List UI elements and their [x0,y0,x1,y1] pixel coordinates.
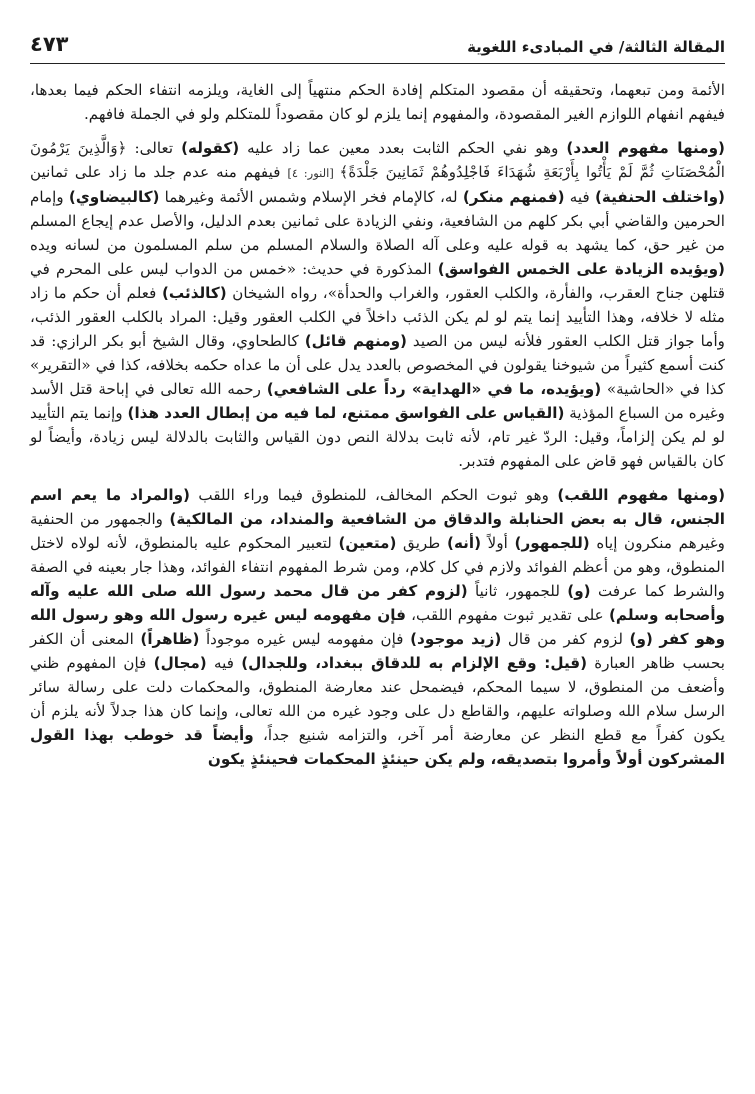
text-run: كالطحاوي، وقال الشيخ أبو بكر الرازي: قد كنت أسمع كثيراً من شيوخنا يقولون في المخصوص بالعدد يدل على أن ما عداه حكمه بخلافه، كذا في «التقرير» كذا في «الحاشية» [30,332,725,398]
bold-phrase: فإن مفهومه ليس غيره رسول الله وهو رسول الله وهو كفر [30,606,726,648]
text-run: له، كالإمام فخر الإسلام وشمس الأئمة وغيرهما [159,188,463,206]
bold-phrase: (ويؤيده، ما في «الهداية» رداً على الشافعي) [266,380,602,398]
bold-phrase: (فمنهم منكر) [462,188,565,206]
text-run: وإمام الحرمين والقاضي أبي بكر كلهم من الشافعية، ونفي الزيادة على ثمانين بعدم الدليل، والأصل عدم إيجاع المسلم من غير حق، كما يشهد به قوله عليه وعلى آله الصلاة والسلام المسلم من سلم المسلمون من لسانه ويده [30,188,725,254]
bold-phrase: (ومنهم قائل) [304,332,407,350]
text-run: للجمهور، ثانياً [467,582,568,600]
bold-phrase: (و) [629,630,653,648]
bold-phrase: (ويؤيده الزيادة على الخمس الفواسق) [437,260,725,278]
bold-phrase: (قيل: وقع الإلزام به للدقاق ببغداد، وللجدال) [241,654,588,672]
bold-phrase: (كقوله) [181,139,240,157]
bold-phrase: (أنه) [447,534,482,552]
text-run: والجمهور من الحنفية وغيرهم منكرون إياه [30,510,725,552]
bold-phrase: (القياس على الفواسق ممتنع، لما فيه من إبطال العدد هذا) [127,404,565,422]
quran-verse: ﴿وَالَّذِينَ يَرْمُونَ الْمُحْصَنَاتِ ثُمَّ لَمْ يَأْتُوا بِأَرْبَعَةِ شُهَدَاءَ فَاجْلِدُوهُمْ ثَمَانِينَ جَلْدَةً﴾ [30,139,725,181]
bold-phrase: (ظاهراً) [140,630,200,648]
text-run: الأئمة ومن تبعهما، وتحقيقه أن مقصود المتكلم إفادة الحكم منتهياً إلى الغاية، ويلزمه انتفاء الحكم فيما بعدها، فيفهم انفهام اللوازم الغير المقصودة، والمفهوم إنما يلزم لو كان مقصوداً للمتكلم ولو في الجملة فافهم. [30,81,725,123]
text-run: لزوم كفر من قال [501,630,630,648]
text-run: وهو نفي الحكم الثابت بعدد معين عما زاد عليه [239,139,567,157]
text-run: طريق [396,534,448,552]
bold-phrase: (متعين) [338,534,397,552]
paragraph [30,483,725,771]
text-run: فيه [206,654,242,672]
text-run: فإن مفهومه ليس غيره موجوداً [199,630,411,648]
text-run: وهو ثبوت الحكم المخالف، للمنطوق فيما وراء اللقب [189,486,558,504]
bold-phrase: (زيد موجود) [410,630,502,648]
bold-phrase: وأيضاً قد خوطب بهذا القول المشركون أولاً وأمروا بتصديقه، ولم يكن حينئذٍ المحكمات فحينئذٍ يكون [30,726,725,768]
bold-phrase: (ومنها مفهوم العدد) [566,139,725,157]
paragraph [30,78,725,126]
text-run: على تقدير ثبوت مفهوم اللقب، [405,606,609,624]
text-run: رحمه الله تعالى في إباحة قتل الأسد وغيره من السباع المؤذية [30,380,725,422]
verse-citation: [النور: ٤] [287,166,340,180]
running-header-title: المقالة الثالثة/ في المبادىء اللغوية [467,38,725,56]
text-run: فيفهم منه عدم جلد ما زاد على ثمانين [30,163,288,181]
text-run: فيه [564,188,595,206]
text-run: وإنما يتم التأييد لو لم يكن إلزاماً، وقيل: الردّ غير تام، لأنه ثابت بدلالة النص دون القياس والثابت بالدلالة ليس زيادة، وأيضاً لو كان بالقياس فهو قاض على المفهوم فتدبر. [30,404,725,470]
header-rule [30,63,725,64]
text-run: المعنى أن الكفر بحسب ظاهر العبارة [30,630,725,672]
bold-phrase: (للجمهور) [514,534,590,552]
bold-phrase: (واختلف الحنفية) [594,188,725,206]
bold-phrase: (ومنها مفهوم اللقب) [557,486,726,504]
body-text [30,78,725,771]
page-number: ٤٧٣ [30,32,69,56]
text-run: فإن المفهوم ظني وأضعف من المنطوق، لا سيما المحكم، فيضمحل عند معارضة المنطوق، والمحكمات دلت على رسالة سائر الرسل سلام الله وصلواته عليهم، والقاطع دل على وجود غيره من الله تعالى، وإنما كان هذا جدلاً لأنه يلزم أن يكون كفراً مع قطع النظر عن معارضة أمر آخر، والتزامه شنيع جداً، [30,654,726,744]
text-run: أولاً [481,534,515,552]
text-run: فعلم أن حكم ما زاد مثله لا خلافه، وهذا التأييد إنما يتم لو لم يكن الذئب داخلاً في الكلب العقور وقيل: المراد بالكلب العقور الذئب، وأما جواز قتل الكلب العقور فلأنه ليس من الصيد [30,284,725,350]
bold-phrase: (و) [567,582,591,600]
bold-phrase: (لزوم كفر من قال محمد رسول الله صلى الله عليه وآله وأصحابه وسلم) [30,582,725,624]
bold-phrase: (مجال) [153,654,207,672]
text-run: لتعبير المحكوم عليه بالمنطوق، لأنه لولاه لاختل المنطوق، وهو من أعظم الفوائد ولازم في كل كلام، ومن شرط المفهوم انتفاء الفوائد، وهذا جار بعينه في الصفة والشرط كما عرفت [30,534,725,600]
page-header [30,26,725,56]
bold-phrase: (والمراد ما يعم اسم الجنس، قال به بعض الحنابلة والدقاق من الشافعية والمنداد، من المالكية) [30,486,725,528]
paragraph [30,136,725,473]
bold-phrase: (كالبيضاوي) [68,188,160,206]
text-run: المذكورة في حديث: «خمس من الدواب ليس على المحرم في قتلهن جناح العقرب، والفأرة، والكلب العقور، والغراب والحدأة»، رواه الشيخان [30,260,725,302]
text-run: تعالى: [126,139,182,157]
bold-phrase: (كالذئب) [161,284,227,302]
